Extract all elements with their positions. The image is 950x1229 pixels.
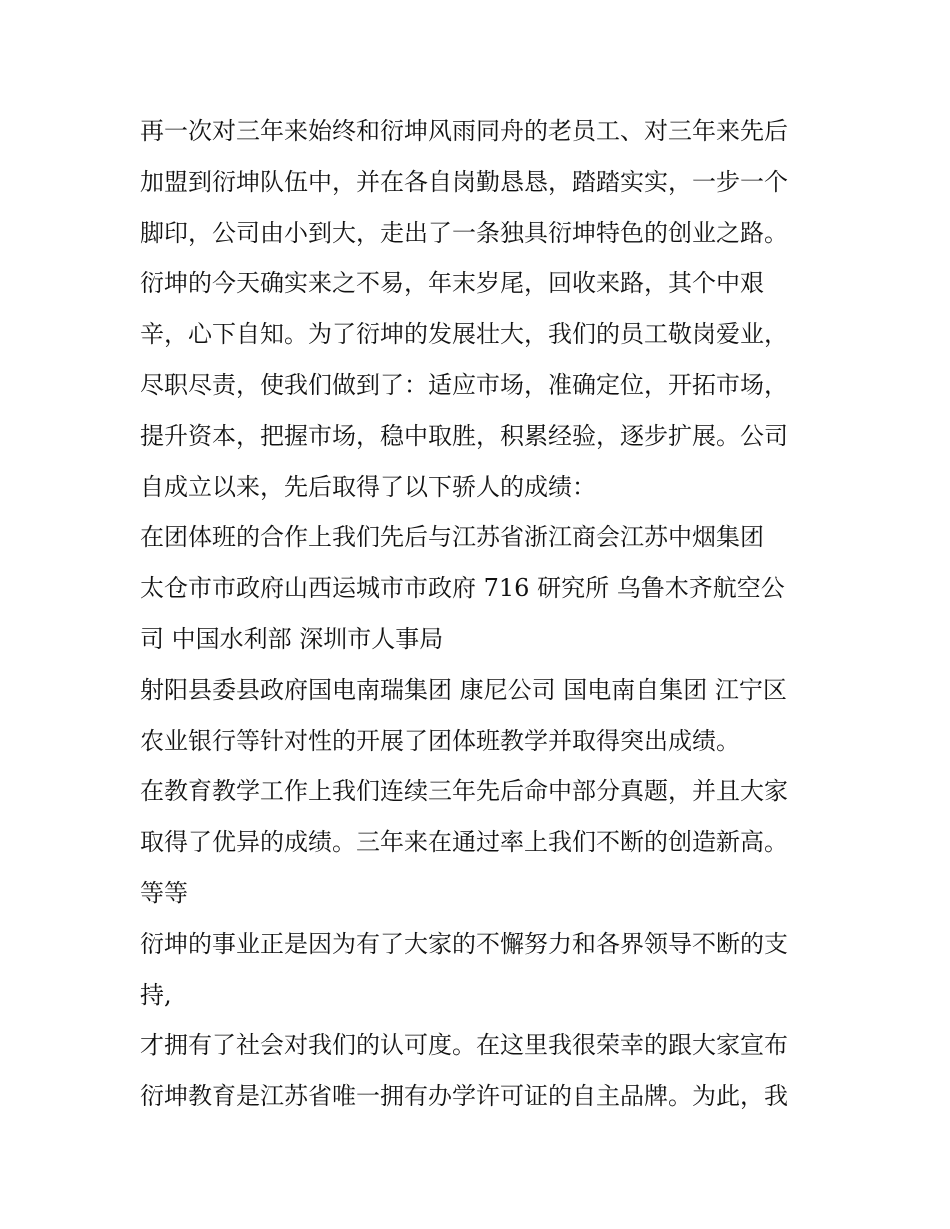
text-line-3: 脚印，公司由小到大，走出了一条独具衍坤特色的创业之路。 xyxy=(140,218,788,247)
text-line-13: 农业银行等针对性的开展了团体班教学并取得突出成绩。 xyxy=(140,726,740,755)
text-line-12: 射阳县委县政府国电南瑞集团 康尼公司 国电南自集团 江宁区 xyxy=(140,675,787,704)
text-line-20: 衍坤教育是江苏省唯一拥有办学许可证的自主品牌。为此，我 xyxy=(140,1082,788,1111)
text-line-17: 衍坤的事业正是因为有了大家的不懈努力和各界领导不断的支 xyxy=(140,929,788,958)
text-line-4: 衍坤的今天确实来之不易，年末岁尾，回收来路，其个中艰 xyxy=(140,269,764,298)
text-line-10: 太仓市市政府山西运城市市政府 716 研究所 乌鲁木齐航空公 xyxy=(140,574,785,603)
text-line-18: 持, xyxy=(140,980,172,1009)
text-line-1: 再一次对三年来始终和衍坤风雨同舟的老员工、对三年来先后 xyxy=(140,117,788,145)
text-line-14: 在教育教学工作上我们连续三年先后命中部分真题，并且大家 xyxy=(140,777,788,806)
text-line-9: 在团体班的合作上我们先后与江苏省浙江商会江苏中烟集团 xyxy=(140,523,764,552)
text-line-6: 尽职尽责，使我们做到了：适应市场，准确定位，开拓市场， xyxy=(140,370,788,399)
text-line-5: 辛，心下自知。为了衍坤的发展壮大，我们的员工敬岗爱业， xyxy=(140,320,788,349)
text-line-19: 才拥有了社会对我们的认可度。在这里我很荣幸的跟大家宣布 xyxy=(140,1031,788,1060)
body-text xyxy=(140,106,830,1122)
text-line-2: 加盟到衍坤队伍中，并在各自岗勤恳恳，踏踏实实，一步一个 xyxy=(140,167,788,196)
text-line-16: 等等 xyxy=(140,878,188,907)
text-line-15: 取得了优异的成绩。三年来在通过率上我们不断的创造新高。 xyxy=(140,828,788,857)
text-line-7: 提升资本，把握市场，稳中取胜，积累经验，逐步扩展。公司 xyxy=(140,421,788,450)
text-line-8: 自成立以来，先后取得了以下骄人的成绩： xyxy=(140,472,596,501)
text-line-11: 司 中国水利部 深圳市人事局 xyxy=(140,624,444,653)
